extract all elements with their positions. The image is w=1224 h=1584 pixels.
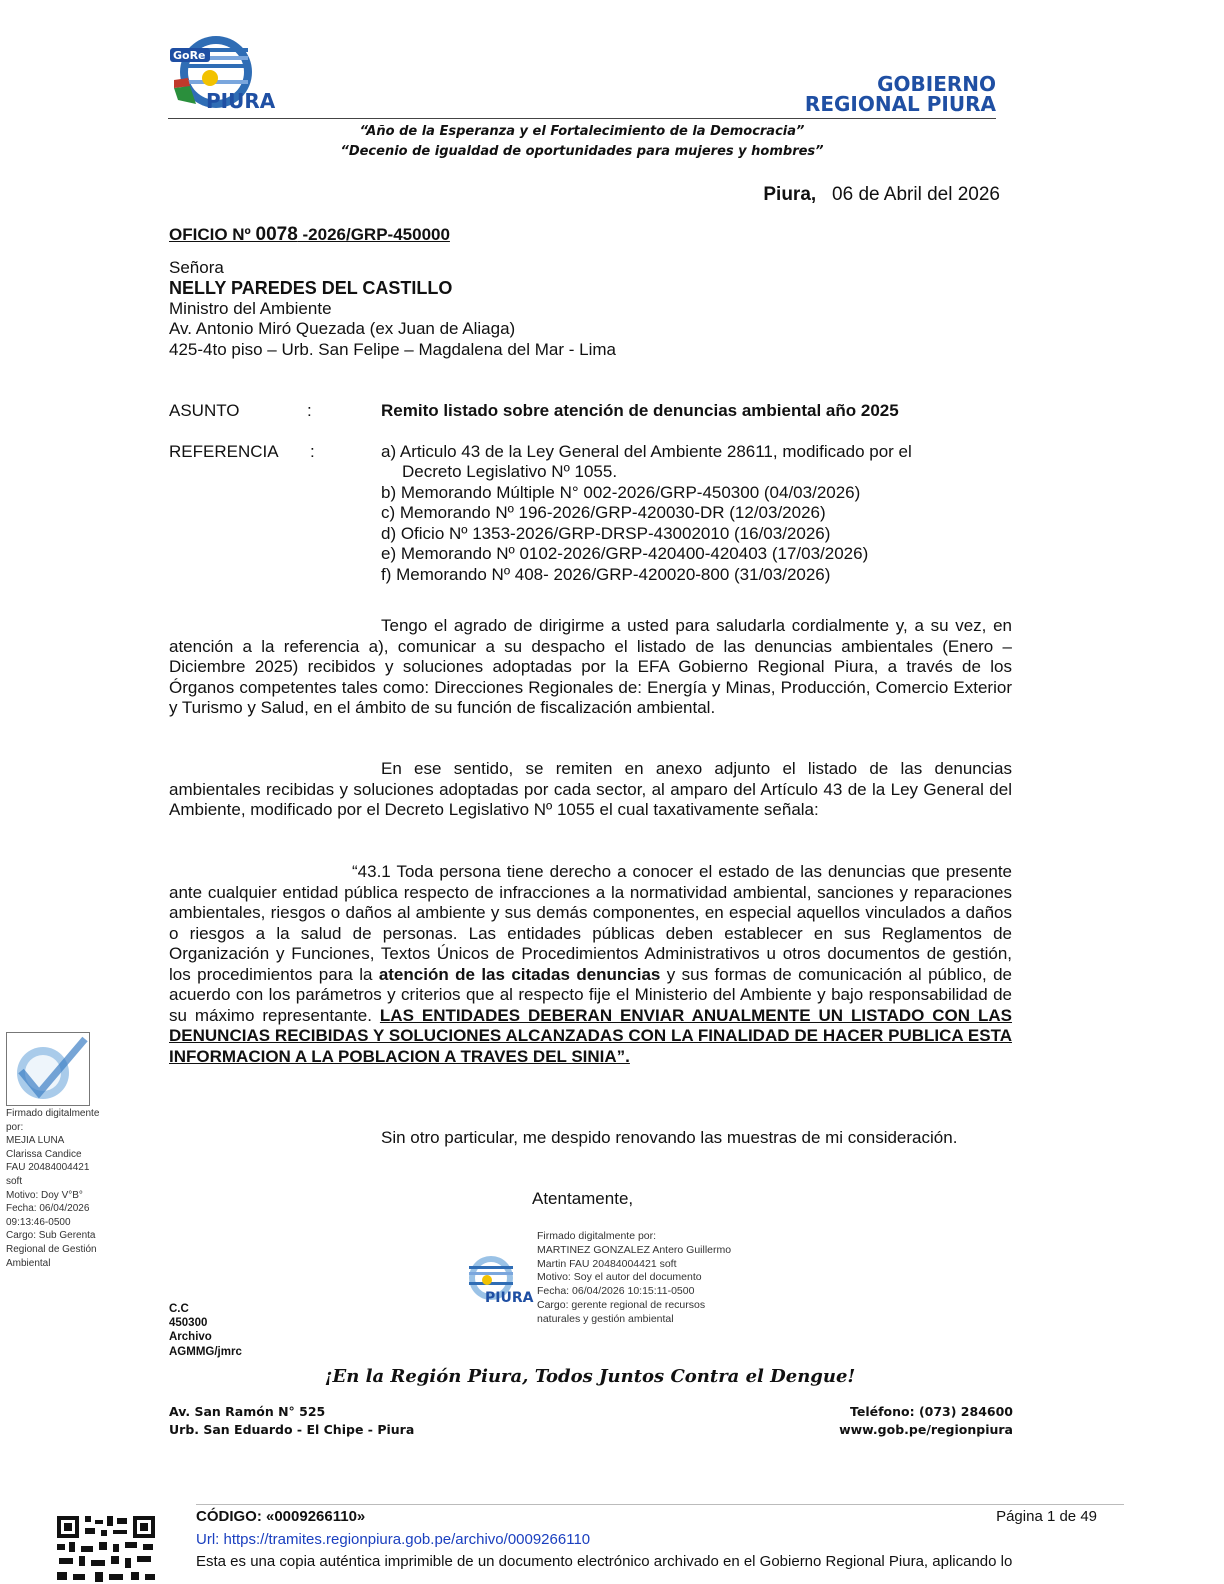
- sig2-line: Martin FAU 20484004421 soft: [537, 1257, 677, 1270]
- sig2-line: Firmado digitalmente por:: [537, 1230, 657, 1242]
- document-url-link[interactable]: Url: https://tramites.regionpiura.gob.pe/archivo/0009266110: [196, 1531, 591, 1548]
- date-city: Piura,: [763, 184, 817, 205]
- sig1-line: Motivo: Doy V°B°: [6, 1189, 83, 1201]
- ref-item: Decreto Legislativo Nº 1055.: [402, 462, 618, 481]
- sig1-line: por:: [6, 1121, 24, 1133]
- sig1-line: FAU 20484004421: [6, 1162, 90, 1174]
- sig1-line: Clarissa Candice: [6, 1148, 82, 1160]
- closing: Atentamente,: [532, 1189, 634, 1208]
- signature1-details: [6, 1107, 131, 1270]
- org-name-line2: REGIONAL PIURA: [804, 92, 996, 116]
- asunto-colon: :: [307, 401, 312, 420]
- motto-line1: “Año de la Esperanza y el Fortalecimiento de la Democracia”: [359, 124, 805, 139]
- cc-line: Archivo: [169, 1331, 212, 1344]
- logo-mark-text: GoRe: [173, 49, 206, 62]
- asunto-text: Remito listado sobre atención de denuncias ambiental año 2025: [381, 401, 899, 420]
- qr-code-icon: [55, 1512, 159, 1584]
- recipient-salutation: Señora: [169, 258, 224, 277]
- oficio-prefix: OFICIO Nº: [169, 225, 256, 244]
- body-quote: [169, 862, 1012, 1067]
- signature2-details: [537, 1230, 787, 1327]
- footer-web: www.gob.pe/regionpiura: [839, 1422, 1013, 1437]
- body-paragraph-2: [169, 759, 1012, 821]
- sig2-logo-text: PIURA: [485, 1290, 534, 1304]
- ref-item: b) Memorando Múltiple N° 002-2026/GRP-450300 (04/03/2026): [381, 483, 861, 502]
- sig1-line: Ambiental: [6, 1257, 51, 1269]
- motto-line2: “Decenio de igualdad de oportunidades para mujeres y hombres”: [340, 144, 824, 159]
- sig2-line: Cargo: gerente regional de recursos: [537, 1298, 706, 1311]
- sig2-line: Motivo: Soy el autor del documento: [537, 1271, 702, 1284]
- ref-item: d) Oficio Nº 1353-2026/GRP-DRSP-43002010 (16/03/2026): [381, 524, 831, 543]
- org-name-line1: GOBIERNO: [877, 72, 996, 96]
- sig2-line: Fecha: 06/04/2026 10:15:11-0500: [537, 1285, 695, 1298]
- recipient-title: Ministro del Ambiente: [169, 299, 332, 318]
- sig1-line: Fecha: 06/04/2026: [6, 1203, 90, 1215]
- dengue-slogan: ¡En la Región Piura, Todos Juntos Contra el Dengue!: [324, 1366, 856, 1387]
- p2-text: En ese sentido, se remiten en anexo adjunto el listado de las denuncias ambientales recibidas y soluciones adoptadas por cada sector, al amparo del Artículo 43 de la Ley General del Ambiente, modificado por el Decreto Legislativo Nº 1055 el cual taxativamente señala:: [169, 759, 1012, 819]
- org-name: [760, 74, 996, 114]
- quote-text-a: “43.1 Toda persona tiene derecho a conocer el estado de las denuncias que presente ante cualquier entidad pública respecto de infracciones a la normatividad ambiental, sanciones y reparaciones ambientales, riesgos o daños al ambiente y sus demás componentes, en especial aquellos vinculados a daños o riesgos a la salud de personas. Las entidades públicas deben establecer en sus Reglamentos de Organización y Funciones, Textos Únicos de Procedimientos Administrativos u otros documentos de gestión, los procedimientos para la: [169, 862, 1012, 984]
- sig1-line: 09:13:46-0500: [6, 1216, 71, 1228]
- ref-item: f) Memorando Nº 408- 2026/GRP-420020-800 (31/03/2026): [381, 565, 831, 584]
- gore-piura-logo: [168, 28, 298, 112]
- date-value: 06 de Abril del 2026: [832, 184, 1000, 205]
- digital-signature-stamp-icon: [6, 1032, 90, 1106]
- asunto-label: ASUNTO: [169, 401, 240, 420]
- sig1-line: Cargo: Sub Gerenta: [6, 1230, 96, 1242]
- footer-phone: Teléfono: (073) 284600: [849, 1404, 1013, 1419]
- quote-text-bold: atención de las citadas denuncias: [378, 964, 661, 984]
- recipient-name: NELLY PAREDES DEL CASTILLO: [169, 278, 453, 298]
- oficio-suffix: -2026/GRP-450000: [297, 225, 450, 244]
- footer-address: [169, 1403, 414, 1439]
- ref-item: e) Memorando Nº 0102-2026/GRP-420400-420403 (17/03/2026): [381, 544, 869, 563]
- page-number: Página 1 de 49: [996, 1508, 1097, 1525]
- p4-text: Sin otro particular, me despido renovando las muestras de mi consideración.: [381, 1128, 958, 1147]
- footer-contact: [700, 1403, 1013, 1439]
- p1-text: Tengo el agrado de dirigirme a usted para saludarla cordialmente y, a su vez, en atención a la referencia a), comunicar a su despacho el listado de las denuncias ambientales (Enero – Diciembre 2025) recibidos y soluciones adoptadas por la EFA Gobierno Regional Piura, a través de los Órganos competentes tales como: Direcciones Regionales de: Energía y Minas, Producción, Comercio Exterior y Turismo y Salud, en el ámbito de su función de fiscalización ambiental.: [169, 616, 1012, 717]
- logo-text: PIURA: [206, 89, 276, 112]
- header-divider: [168, 118, 996, 119]
- recipient-address2: 425-4to piso – Urb. San Felipe – Magdalena del Mar - Lima: [169, 340, 616, 359]
- body-paragraph-1: [169, 616, 1012, 719]
- footer-address2: Urb. San Eduardo - El Chipe - Piura: [169, 1422, 415, 1437]
- cc-line: C.C: [169, 1303, 189, 1315]
- sig2-line: naturales y gestión ambiental: [537, 1312, 674, 1325]
- quote-text-c: y sus formas de comunicación al público, de acuerdo con los parámetros y criterios que al respecto fije el Ministerio del Ambiente y bajo responsabilidad de su máximo representante.: [169, 964, 1012, 1025]
- stamp-divider: [196, 1504, 1124, 1505]
- footer-address1: Av. San Ramón N° 525: [169, 1404, 326, 1419]
- sig1-line: Firmado digitalmente: [6, 1108, 100, 1119]
- body-paragraph-4: [169, 1128, 1012, 1149]
- referencia-label: REFERENCIA: [169, 442, 279, 461]
- sig1-line: MEJIA LUNA: [6, 1135, 65, 1147]
- ref-item: a) Articulo 43 de la Ley General del Ambiente 28611, modificado por el: [381, 442, 912, 461]
- sig1-line: soft: [6, 1175, 23, 1187]
- referencia-colon: :: [310, 442, 315, 461]
- sig1-line: Regional de Gestión: [6, 1243, 97, 1255]
- cc-block: [169, 1302, 242, 1359]
- cc-line: AGMMG/jmrc: [169, 1345, 242, 1358]
- signature2-logo: [463, 1252, 535, 1304]
- authenticity-note: Esta es una copia auténtica imprimible de un documento electrónico archivado en el Gobierno Regional Piura, aplicando lo: [196, 1553, 1013, 1570]
- sig2-line: MARTINEZ GONZALEZ Antero Guillermo: [537, 1243, 732, 1256]
- oficio-number: [169, 224, 450, 246]
- quote-text-emphasis: LAS ENTIDADES DEBERAN ENVIAR ANUALMENTE UN LISTADO CON LAS DENUNCIAS RECIBIDAS Y SOLUCIONES ALCANZADAS CON LA FINALIDAD DE HACER PUBLICA ESTA INFORMACION A LA POBLACION A TRAVES DEL SINIA”.: [169, 1005, 1012, 1066]
- ref-item: c) Memorando Nº 196-2026/GRP-420030-DR (12/03/2026): [381, 503, 826, 522]
- document-code: CÓDIGO: «0009266110»: [196, 1508, 366, 1525]
- cc-line: 450300: [169, 1317, 208, 1330]
- recipient-address1: Av. Antonio Miró Quezada (ex Juan de Aliaga): [169, 319, 516, 338]
- oficio-num: 0078: [255, 224, 298, 245]
- date-line: [600, 184, 1000, 206]
